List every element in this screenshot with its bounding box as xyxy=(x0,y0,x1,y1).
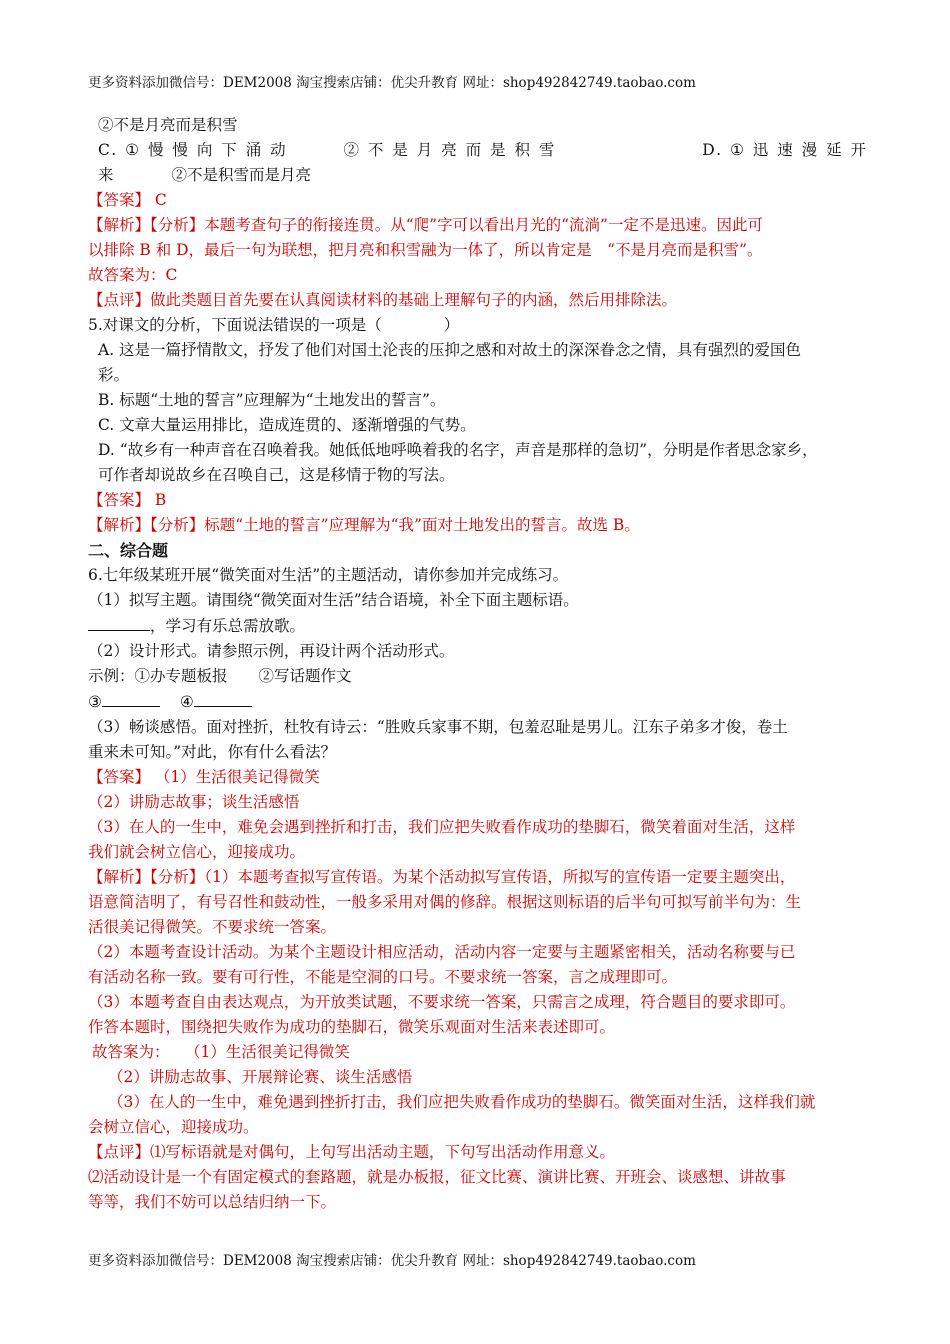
q5-option-d: D. “故乡有一种声音在召唤着我。她低低地呼唤着我的名字，声音是那样的急切”，分明是作者思念家乡， xyxy=(98,441,818,459)
q4-analysis-1: 【解析】【分析】本题考查句子的衔接连贯。从“爬”字可以看出月光的“流淌”一定不是迅速。因此可 xyxy=(88,216,763,234)
q4-option-d-cont: 来 ②不是积雪而是月亮 xyxy=(98,166,312,184)
q5-option-d-cont: 可作者却说故乡在召唤自己，这是移情于物的写法。 xyxy=(98,466,455,484)
q6-comment-1: 【点评】⑴写标语就是对偶句，上句写出活动主题，下句写出活动作用意义。 xyxy=(88,1143,616,1161)
q6-analysis-2: （2）本题考查设计活动。为某个主题设计相应活动，活动内容一定要与主题紧密相关，活动名称要与已 xyxy=(88,943,796,961)
q6-answer-1: 【答案】 （1）生活很美记得微笑 xyxy=(88,768,320,786)
fill-blank-3 xyxy=(102,689,160,707)
q4-answer: 【答案】 C xyxy=(88,191,167,209)
q4-analysis-2: 以排除 B 和 D，最后一句为联想，把月亮和积雪融为一体了，所以肯定是 “不是月亮而是积雪”。 xyxy=(88,241,763,259)
q5-option-c: C. 文章大量运用排比，造成连贯的、逐渐增强的气势。 xyxy=(98,416,476,434)
q6-part-3: （3）畅谈感悟。面对挫折，杜牧有诗云：“胜败兵家事不期，包羞忍耻是男儿。江东子弟多才俊，卷土 xyxy=(88,718,788,736)
q6-answer-3: （3）在人的一生中，难免会遇到挫折和打击，我们应把失败看作成功的垫脚石，微笑着面对生活，这样 xyxy=(88,818,796,836)
q6-part-3-cont: 重来未可知。”对此，你有什么看法？ xyxy=(88,743,337,761)
fill-blank-4 xyxy=(194,689,252,707)
q6-stem: 6.七年级某班开展“微笑面对生活”的主题活动，请你参加并完成练习。 xyxy=(88,566,569,584)
q6-part-1: （1）拟写主题。请围绕“微笑面对生活”结合语境，补全下面主题标语。 xyxy=(88,591,579,609)
q5-stem: 5.对课文的分析，下面说法错误的一项是（ ） xyxy=(88,316,460,334)
section-title: 二、综合题 xyxy=(88,541,169,560)
q6-analysis-3-cont: 作答本题时，围绕把失败作为成功的垫脚石，微笑乐观面对生活来表述即可。 xyxy=(88,1018,616,1036)
q6-analysis-1-cont: 语意简洁明了，有号召性和鼓动性，一般多采用对偶的修辞。根据这则标语的后半句可拟写前半句为：生 xyxy=(88,893,802,911)
q5-option-b: B. 标题“土地的誓言”应理解为“土地发出的誓言”。 xyxy=(98,391,446,409)
q4-option-row xyxy=(88,138,868,163)
q4-option-c: C. ① 慢 慢 向 下 涌 动 ② 不 是 月 亮 而 是 积 雪 xyxy=(98,141,557,159)
q6-example: 示例：①办专题板报 ②写话题作文 xyxy=(88,667,352,685)
page-footer: 更多资料添加微信号：DEM2008 淘宝搜索店铺：优尖升教育 网址：shop492842749.taobao.com xyxy=(88,1253,696,1269)
q4-conclusion: 故答案为：C xyxy=(88,266,178,284)
q6-blanks: ③ ④ xyxy=(88,689,868,715)
q6-analysis-1: 【解析】【分析】（1）本题考查拟写宣传语。为某个活动拟写宣传语，所拟写的宣传语一定要主题突出， xyxy=(88,868,796,886)
q6-comment-2: ⑵活动设计是一个有固定模式的套路题，就是办板报，征文比赛、演讲比赛、开班会、谈感想、讲故事 xyxy=(88,1168,786,1186)
fill-blank xyxy=(88,613,150,631)
q5-option-a-cont: 彩。 xyxy=(98,366,130,384)
q5-option-a: A. 这是一篇抒情散文，抒发了他们对国土沦丧的压抑之感和对故土的深深眷念之情，具有强烈的爱国色 xyxy=(98,341,802,359)
q6-part-1-blank: ，学习有乐总需放歌。 xyxy=(88,613,868,639)
q4-option-b-cont: ②不是月亮而是积雪 xyxy=(98,116,238,134)
q4-comment: 【点评】做此类题目首先要在认真阅读材料的基础上理解句子的内涵，然后用排除法。 xyxy=(88,291,678,309)
q6-answer-2: （2）讲励志故事；谈生活感悟 xyxy=(88,793,300,811)
q6-analysis-3: （3）本题考查自由表达观点，为开放类试题，不要求统一答案，只需言之成理，符合题目的要求即可。 xyxy=(88,993,796,1011)
q6-comment-2-cont: 等等，我们不妨可以总结归纳一下。 xyxy=(88,1193,337,1211)
q6-part-2: （2）设计形式。请参照示例，再设计两个活动形式。 xyxy=(88,642,455,660)
q6-analysis-1-end: 活很美记得微笑。不要求统一答案。 xyxy=(88,918,337,936)
q6-analysis-2-cont: 有活动名称一致。要有可行性，不能是空洞的口号。不要求统一答案，言之成理即可。 xyxy=(88,968,678,986)
q6-conclusion-1: 故答案为： （1）生活很美记得微笑 xyxy=(92,1043,350,1061)
q5-answer: 【答案】 B xyxy=(88,491,167,509)
q5-analysis: 【解析】【分析】标题“土地的誓言”应理解为“我”面对土地发出的誓言。故选 B。 xyxy=(88,516,640,534)
q6-conclusion-3-cont: 会树立信心，迎接成功。 xyxy=(88,1118,259,1136)
q6-answer-3-cont: 我们就会树立信心，迎接成功。 xyxy=(88,843,306,861)
page-header: 更多资料添加微信号：DEM2008 淘宝搜索店铺：优尖升教育 网址：shop492842749.taobao.com xyxy=(88,75,696,91)
document-body xyxy=(88,113,868,1215)
q6-conclusion-2: （2）讲励志故事、开展辩论赛、谈生活感悟 xyxy=(108,1068,413,1086)
q6-conclusion-3: （3）在人的一生中，难免遇到挫折打击，我们应把失败看作成功的垫脚石。微笑面对生活，这样我们就 xyxy=(108,1093,816,1111)
q4-option-d: D. ① 迅 速 漫 延 开 xyxy=(702,141,868,159)
